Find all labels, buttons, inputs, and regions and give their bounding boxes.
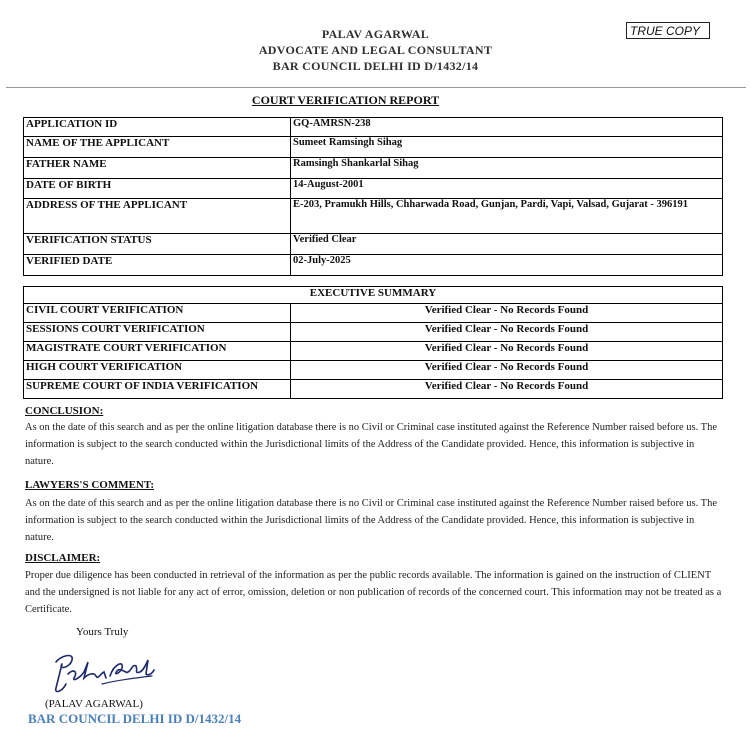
detail-value: Verified Clear (291, 234, 723, 255)
detail-label: DATE OF BIRTH (24, 179, 291, 199)
detail-value: GQ-AMRSN-238 (291, 118, 723, 137)
summary-heading: EXECUTIVE SUMMARY (24, 287, 723, 304)
summary-value: Verified Clear - No Records Found (291, 304, 723, 323)
table-row (24, 234, 723, 255)
conclusion-heading: CONCLUSION: (25, 405, 104, 417)
table-row (24, 199, 723, 234)
summary-value: Verified Clear - No Records Found (291, 342, 723, 361)
summary-label: SESSIONS COURT VERIFICATION (24, 323, 291, 342)
detail-label: VERIFICATION STATUS (24, 234, 291, 255)
detail-label: APPLICATION ID (24, 118, 291, 137)
signatory-bar-id: BAR COUNCIL DELHI ID D/1432/14 (28, 711, 242, 726)
table-header-row (24, 287, 723, 304)
detail-value: 14-August-2001 (291, 179, 723, 199)
report-title: COURT VERIFICATION REPORT (251, 93, 440, 107)
lawyers-comment-heading: LAWYERS'S COMMENT: (25, 479, 155, 491)
signatory-name: (PALAV AGARWAL) (45, 698, 143, 710)
applicant-details-table (23, 117, 723, 276)
advocate-title: ADVOCATE AND LEGAL CONSULTANT (258, 43, 493, 57)
handwritten-signature (48, 644, 158, 701)
conclusion-text: As on the date of this search and as per the online litigation database there is no Civil or Criminal case instituted against the Reference Number raised before us. The information is subject to the search conducted within the Jurisdictional limits of the Address of the Candidate provided. Hence, this information is subjective in nature. (25, 422, 718, 467)
detail-label: ADDRESS OF THE APPLICANT (24, 199, 291, 234)
advocate-bar-id: BAR COUNCIL DELHI ID D/1432/14 (272, 59, 479, 73)
summary-label: CIVIL COURT VERIFICATION (24, 304, 291, 323)
disclaimer-heading: DISCLAIMER: (25, 552, 101, 564)
disclaimer-text: Proper due diligence has been conducted in retrieval of the information as per the public records available. The information is gained on the instruction of CLIENT and the undersigned is not liable for any act of error, omission, deletion or non publication of records of the concerned court. This information may not be treated as a Certificate. (25, 570, 722, 615)
table-row (24, 323, 723, 342)
summary-label: SUPREME COURT OF INDIA VERIFICATION (24, 380, 291, 399)
detail-value: Sumeet Ramsingh Sihag (291, 137, 723, 158)
summary-label: HIGH COURT VERIFICATION (24, 361, 291, 380)
summary-value: Verified Clear - No Records Found (291, 361, 723, 380)
header-divider (6, 87, 746, 88)
detail-label: VERIFIED DATE (24, 255, 291, 276)
executive-summary-table (23, 286, 723, 399)
summary-label: MAGISTRATE COURT VERIFICATION (24, 342, 291, 361)
table-row (24, 380, 723, 399)
true-copy-stamp: TRUE COPY (626, 22, 710, 39)
summary-value: Verified Clear - No Records Found (291, 380, 723, 399)
advocate-name: PALAV AGARWAL (321, 27, 430, 41)
detail-value: 02-July-2025 (291, 255, 723, 276)
table-row (24, 158, 723, 179)
detail-value: Ramsingh Shankarlal Sihag (291, 158, 723, 179)
detail-label: FATHER NAME (24, 158, 291, 179)
table-row (24, 179, 723, 199)
table-row (24, 361, 723, 380)
detail-label: NAME OF THE APPLICANT (24, 137, 291, 158)
closing-text: Yours Truly (76, 626, 129, 638)
table-row (24, 118, 723, 137)
table-row (24, 342, 723, 361)
lawyers-comment-text: As on the date of this search and as per the online litigation database there is no Civil or Criminal case instituted against the Reference Number raised before us. The information is subject to the search conducted within the Jurisdictional limits of the Address of the Candidate provided. Hence, this information is subjective in nature. (25, 498, 718, 543)
detail-value: E-203, Pramukh Hills, Chharwada Road, Gunjan, Pardi, Vapi, Valsad, Gujarat - 396191 (291, 199, 723, 234)
table-row (24, 137, 723, 158)
summary-value: Verified Clear - No Records Found (291, 323, 723, 342)
table-row (24, 304, 723, 323)
table-row (24, 255, 723, 276)
